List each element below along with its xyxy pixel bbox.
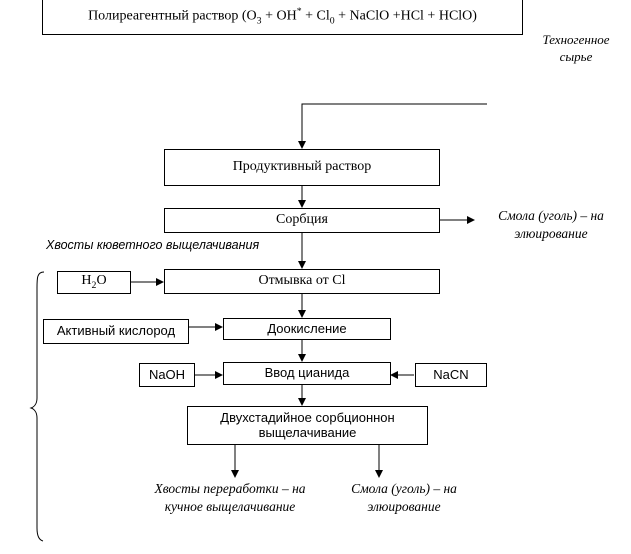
cuvette-tails-label: Хвосты кюветного выщелачивания	[46, 238, 260, 252]
two-stage-sorption-box: Двухстадийное сорбционнон выщелачивание	[187, 406, 428, 445]
post-oxidation-box: Доокисление	[223, 318, 391, 340]
h2o-text: $H_2O$	[81, 273, 107, 292]
polyreagent-solution-box	[42, 0, 523, 35]
h2o-box	[57, 271, 131, 294]
technogenic-raw-label: Техногенное сырье	[542, 32, 610, 64]
wash-chloride-box: Отмывка от Cl	[164, 269, 440, 294]
nacn-box: NaCN	[415, 363, 487, 387]
processing-tails-label: Хвосты переработки – на кучное выщелачивание	[154, 481, 306, 514]
productive-solution-box: Продуктивный раствор	[164, 149, 440, 186]
resin-elution-label-2: Смола (уголь) – на элюирование	[351, 481, 457, 514]
cyanide-input-box: Ввод цианида	[223, 362, 391, 385]
curly-brace	[31, 272, 44, 541]
polyreagent-text: Полиреагентный раствор ($O_3 + OH^* + Cl_0$ + NaClO +HCl + HClO)	[88, 6, 477, 27]
resin-elution-label-1: Смола (уголь) – на элюирование	[498, 208, 604, 241]
active-oxygen-box: Активный кислород	[43, 319, 189, 344]
feed-line	[302, 104, 487, 148]
sorption-box: Сорбция	[164, 208, 440, 233]
naoh-box: NaOH	[139, 363, 195, 387]
